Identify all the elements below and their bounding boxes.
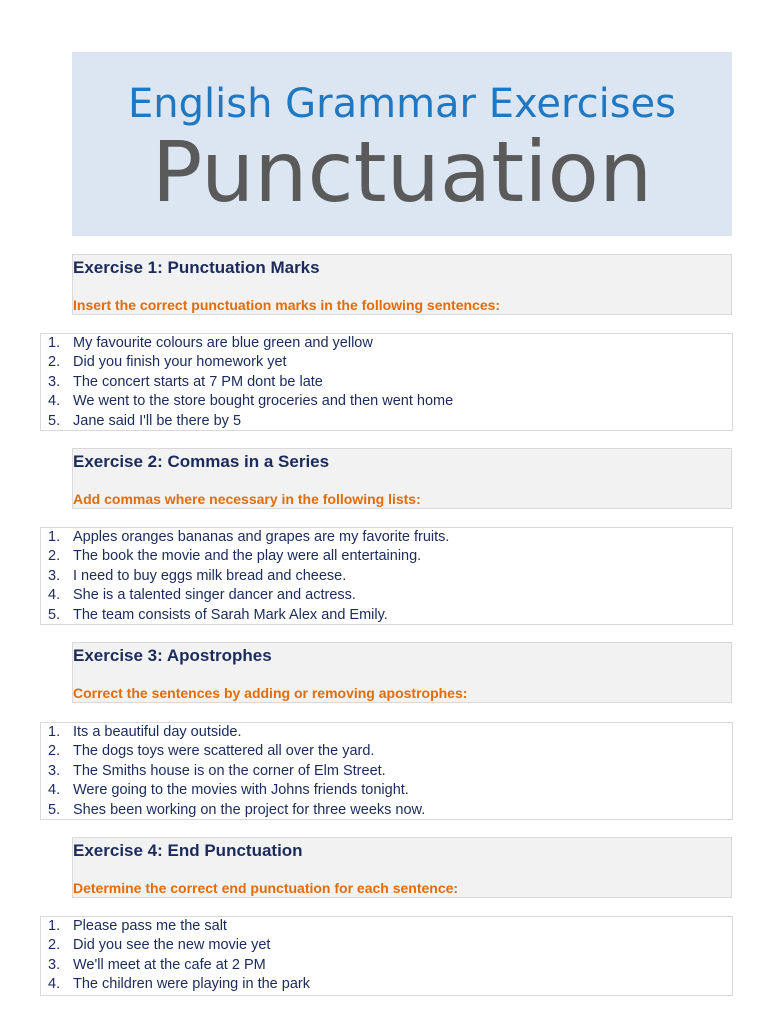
document-subtitle: English Grammar Exercises [128,81,676,127]
list-item [41,392,732,411]
list-item [41,936,732,955]
exercise-instruction: Determine the correct end punctuation for each sentence: [73,880,459,896]
exercise-title: Exercise 1: Punctuation Marks [73,258,320,277]
list-item [41,412,732,431]
list-item [41,606,732,625]
list-item [41,547,732,566]
item-text: The concert starts at 7 PM dont be late [73,373,323,390]
exercise-1-header [72,254,732,315]
item-text: The book the movie and the play were all entertaining. [73,548,422,565]
exercise-title: Exercise 4: End Punctuation [73,841,303,860]
list-item [41,975,732,994]
list-item [41,781,732,800]
exercise-1-list [40,333,733,431]
item-number: 1. [48,724,61,740]
list-item [41,334,732,353]
exercise-3-list [40,722,733,820]
item-text: I need to buy eggs milk bread and cheese. [73,567,347,584]
item-number: 3. [48,956,61,973]
item-number: 3. [48,762,61,779]
item-text: The children were playing in the park [73,976,310,993]
exercise-4-list [40,916,733,996]
list-item [41,373,732,392]
item-number: 4. [48,782,61,799]
item-number: 4. [48,587,61,604]
list-item [41,762,732,781]
exercise-instruction: Correct the sentences by adding or removing apostrophes: [73,685,468,701]
exercise-instruction: Insert the correct punctuation marks in the following sentences: [73,297,501,313]
list-item [41,956,732,975]
item-number: 3. [48,567,61,584]
list-item [41,586,732,605]
item-number: 4. [48,393,61,410]
list-item [41,353,732,372]
item-text: The Smiths house is on the corner of Elm Street. [73,762,386,779]
item-text: We went to the store bought groceries and then went home [73,393,454,410]
exercise-4-header [72,837,732,898]
item-number: 1. [48,529,61,545]
item-text: Shes been working on the project for three weeks now. [73,801,426,818]
item-number: 1. [48,335,61,351]
item-number: 2. [48,937,61,954]
list-item [41,528,732,547]
item-number: 5. [48,801,61,818]
item-number: 2. [48,743,61,760]
item-text: Did you see the new movie yet [73,937,271,954]
item-text: Its a beautiful day outside. [73,724,242,740]
list-item [41,742,732,761]
item-number: 1. [48,918,61,934]
item-text: She is a talented singer dancer and actress. [73,587,356,604]
exercise-title: Exercise 2: Commas in a Series [73,452,330,471]
item-number: 2. [48,354,61,371]
list-item [41,801,732,820]
exercise-3-header [72,642,732,703]
item-text: Please pass me the salt [73,918,227,934]
item-text: The dogs toys were scattered all over the yard. [73,743,375,760]
item-text: Did you finish your homework yet [73,354,287,371]
list-item [41,917,732,936]
document-title: Punctuation [151,123,653,221]
item-number: 5. [48,412,61,429]
list-item [41,567,732,586]
exercise-instruction: Add commas where necessary in the following lists: [73,491,421,507]
item-number: 3. [48,373,61,390]
exercise-2-header [72,448,732,509]
item-text: Apples oranges bananas and grapes are my favorite fruits. [73,529,450,545]
title-banner [72,52,732,236]
item-text: My favourite colours are blue green and yellow [73,335,373,351]
item-text: Were going to the movies with Johns friends tonight. [73,782,409,799]
item-text: Jane said I'll be there by 5 [73,412,242,429]
item-number: 4. [48,976,61,993]
item-text: The team consists of Sarah Mark Alex and Emily. [73,606,388,623]
item-number: 2. [48,548,61,565]
exercise-title: Exercise 3: Apostrophes [73,646,272,665]
exercise-2-list [40,527,733,625]
item-number: 5. [48,606,61,623]
list-item [41,723,732,742]
item-text: We'll meet at the cafe at 2 PM [73,956,266,973]
